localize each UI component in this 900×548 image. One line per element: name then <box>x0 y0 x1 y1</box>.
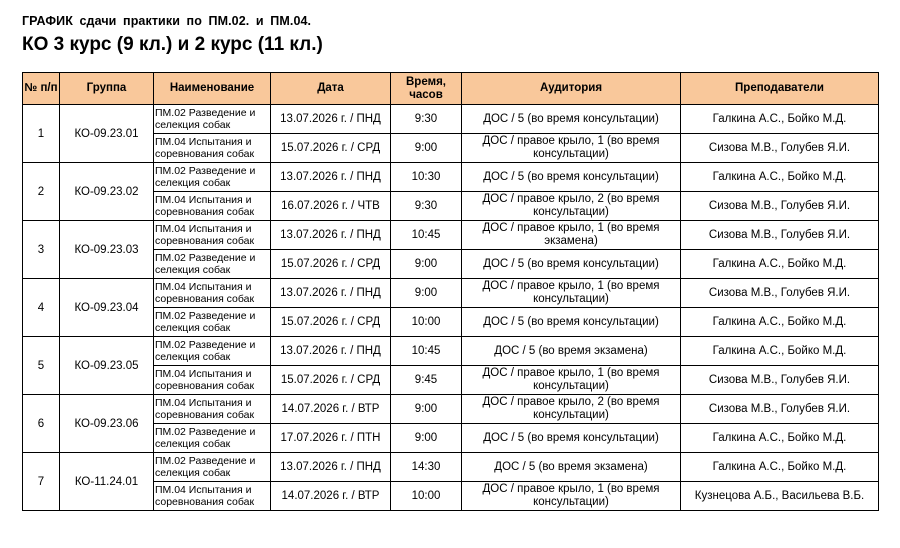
date-cell: 13.07.2026 г. / ПНД <box>271 163 391 192</box>
time-cell: 9:00 <box>391 279 462 308</box>
module-name-cell: ПМ.04 Испытания и соревнования собак <box>154 221 271 250</box>
module-name-cell: ПМ.04 Испытания и соревнования собак <box>154 395 271 424</box>
module-name-cell: ПМ.04 Испытания и соревнования собак <box>154 192 271 221</box>
table-row <box>23 395 879 424</box>
group-cell: КО-09.23.01 <box>60 105 154 163</box>
module-name-cell: ПМ.02 Разведение и селекция собак <box>154 105 271 134</box>
teachers-cell: Сизова М.В., Голубев Я.И. <box>681 134 879 163</box>
time-cell: 10:30 <box>391 163 462 192</box>
time-cell: 10:45 <box>391 221 462 250</box>
row-number-cell: 2 <box>23 163 60 221</box>
room-cell: ДОС / правое крыло, 1 (во время экзамена) <box>462 221 681 250</box>
group-cell: КО-09.23.06 <box>60 395 154 453</box>
table-row <box>23 163 879 192</box>
date-cell: 15.07.2026 г. / СРД <box>271 250 391 279</box>
room-cell: ДОС / 5 (во время консультации) <box>462 308 681 337</box>
date-cell: 15.07.2026 г. / СРД <box>271 366 391 395</box>
teachers-cell: Галкина А.С., Бойко М.Д. <box>681 105 879 134</box>
teachers-cell: Сизова М.В., Голубев Я.И. <box>681 395 879 424</box>
column-header-time: Время, часов <box>391 73 462 105</box>
teachers-cell: Галкина А.С., Бойко М.Д. <box>681 453 879 482</box>
teachers-cell: Галкина А.С., Бойко М.Д. <box>681 163 879 192</box>
row-number-cell: 4 <box>23 279 60 337</box>
room-cell: ДОС / 5 (во время консультации) <box>462 163 681 192</box>
date-cell: 13.07.2026 г. / ПНД <box>271 337 391 366</box>
room-cell: ДОС / 5 (во время экзамена) <box>462 337 681 366</box>
room-cell: ДОС / правое крыло, 2 (во время консультации) <box>462 395 681 424</box>
document-heading: ГРАФИК сдачи практики по ПМ.02. и ПМ.04. <box>22 14 312 28</box>
schedule-table <box>22 72 879 511</box>
teachers-cell: Галкина А.С., Бойко М.Д. <box>681 250 879 279</box>
time-cell: 10:00 <box>391 308 462 337</box>
teachers-cell: Сизова М.В., Голубев Я.И. <box>681 279 879 308</box>
time-cell: 9:00 <box>391 134 462 163</box>
table-header-row <box>23 73 879 105</box>
time-cell: 14:30 <box>391 453 462 482</box>
teachers-cell: Галкина А.С., Бойко М.Д. <box>681 424 879 453</box>
group-cell: КО-09.23.05 <box>60 337 154 395</box>
date-cell: 13.07.2026 г. / ПНД <box>271 279 391 308</box>
room-cell: ДОС / 5 (во время консультации) <box>462 250 681 279</box>
time-cell: 10:45 <box>391 337 462 366</box>
column-header-room: Аудитория <box>462 73 681 105</box>
table-row <box>23 453 879 482</box>
column-header-num: № п/п <box>23 73 60 105</box>
teachers-cell: Сизова М.В., Голубев Я.И. <box>681 192 879 221</box>
module-name-cell: ПМ.02 Разведение и селекция собак <box>154 337 271 366</box>
module-name-cell: ПМ.04 Испытания и соревнования собак <box>154 279 271 308</box>
date-cell: 16.07.2026 г. / ЧТВ <box>271 192 391 221</box>
table-row <box>23 105 879 134</box>
table-row <box>23 221 879 250</box>
module-name-cell: ПМ.04 Испытания и соревнования собак <box>154 482 271 511</box>
time-cell: 9:30 <box>391 105 462 134</box>
date-cell: 14.07.2026 г. / ВТР <box>271 395 391 424</box>
module-name-cell: ПМ.02 Разведение и селекция собак <box>154 453 271 482</box>
date-cell: 15.07.2026 г. / СРД <box>271 134 391 163</box>
teachers-cell: Галкина А.С., Бойко М.Д. <box>681 337 879 366</box>
teachers-cell: Галкина А.С., Бойко М.Д. <box>681 308 879 337</box>
room-cell: ДОС / 5 (во время экзамена) <box>462 453 681 482</box>
group-cell: КО-09.23.04 <box>60 279 154 337</box>
column-header-date: Дата <box>271 73 391 105</box>
teachers-cell: Сизова М.В., Голубев Я.И. <box>681 221 879 250</box>
column-header-teachers: Преподаватели <box>681 73 879 105</box>
row-number-cell: 3 <box>23 221 60 279</box>
room-cell: ДОС / правое крыло, 1 (во время консультации) <box>462 279 681 308</box>
teachers-cell: Кузнецова А.Б., Васильева В.Б. <box>681 482 879 511</box>
table-row <box>23 279 879 308</box>
date-cell: 15.07.2026 г. / СРД <box>271 308 391 337</box>
group-cell: КО-09.23.02 <box>60 163 154 221</box>
room-cell: ДОС / правое крыло, 1 (во время консультации) <box>462 134 681 163</box>
date-cell: 17.07.2026 г. / ПТН <box>271 424 391 453</box>
room-cell: ДОС / правое крыло, 2 (во время консультации) <box>462 192 681 221</box>
module-name-cell: ПМ.02 Разведение и селекция собак <box>154 163 271 192</box>
date-cell: 14.07.2026 г. / ВТР <box>271 482 391 511</box>
row-number-cell: 5 <box>23 337 60 395</box>
room-cell: ДОС / правое крыло, 1 (во время консультации) <box>462 482 681 511</box>
module-name-cell: ПМ.02 Разведение и селекция собак <box>154 424 271 453</box>
document-subheading: КО 3 курс (9 кл.) и 2 курс (11 кл.) <box>22 34 323 55</box>
column-header-name: Наименование <box>154 73 271 105</box>
time-cell: 9:00 <box>391 424 462 453</box>
module-name-cell: ПМ.02 Разведение и селекция собак <box>154 308 271 337</box>
row-number-cell: 7 <box>23 453 60 511</box>
teachers-cell: Сизова М.В., Голубев Я.И. <box>681 366 879 395</box>
group-cell: КО-11.24.01 <box>60 453 154 511</box>
group-cell: КО-09.23.03 <box>60 221 154 279</box>
time-cell: 9:00 <box>391 395 462 424</box>
table-row <box>23 337 879 366</box>
time-cell: 9:00 <box>391 250 462 279</box>
date-cell: 13.07.2026 г. / ПНД <box>271 105 391 134</box>
module-name-cell: ПМ.04 Испытания и соревнования собак <box>154 366 271 395</box>
date-cell: 13.07.2026 г. / ПНД <box>271 453 391 482</box>
column-header-group: Группа <box>60 73 154 105</box>
time-cell: 10:00 <box>391 482 462 511</box>
room-cell: ДОС / правое крыло, 1 (во время консультации) <box>462 366 681 395</box>
row-number-cell: 6 <box>23 395 60 453</box>
row-number-cell: 1 <box>23 105 60 163</box>
room-cell: ДОС / 5 (во время консультации) <box>462 424 681 453</box>
time-cell: 9:45 <box>391 366 462 395</box>
date-cell: 13.07.2026 г. / ПНД <box>271 221 391 250</box>
room-cell: ДОС / 5 (во время консультации) <box>462 105 681 134</box>
module-name-cell: ПМ.04 Испытания и соревнования собак <box>154 134 271 163</box>
module-name-cell: ПМ.02 Разведение и селекция собак <box>154 250 271 279</box>
time-cell: 9:30 <box>391 192 462 221</box>
